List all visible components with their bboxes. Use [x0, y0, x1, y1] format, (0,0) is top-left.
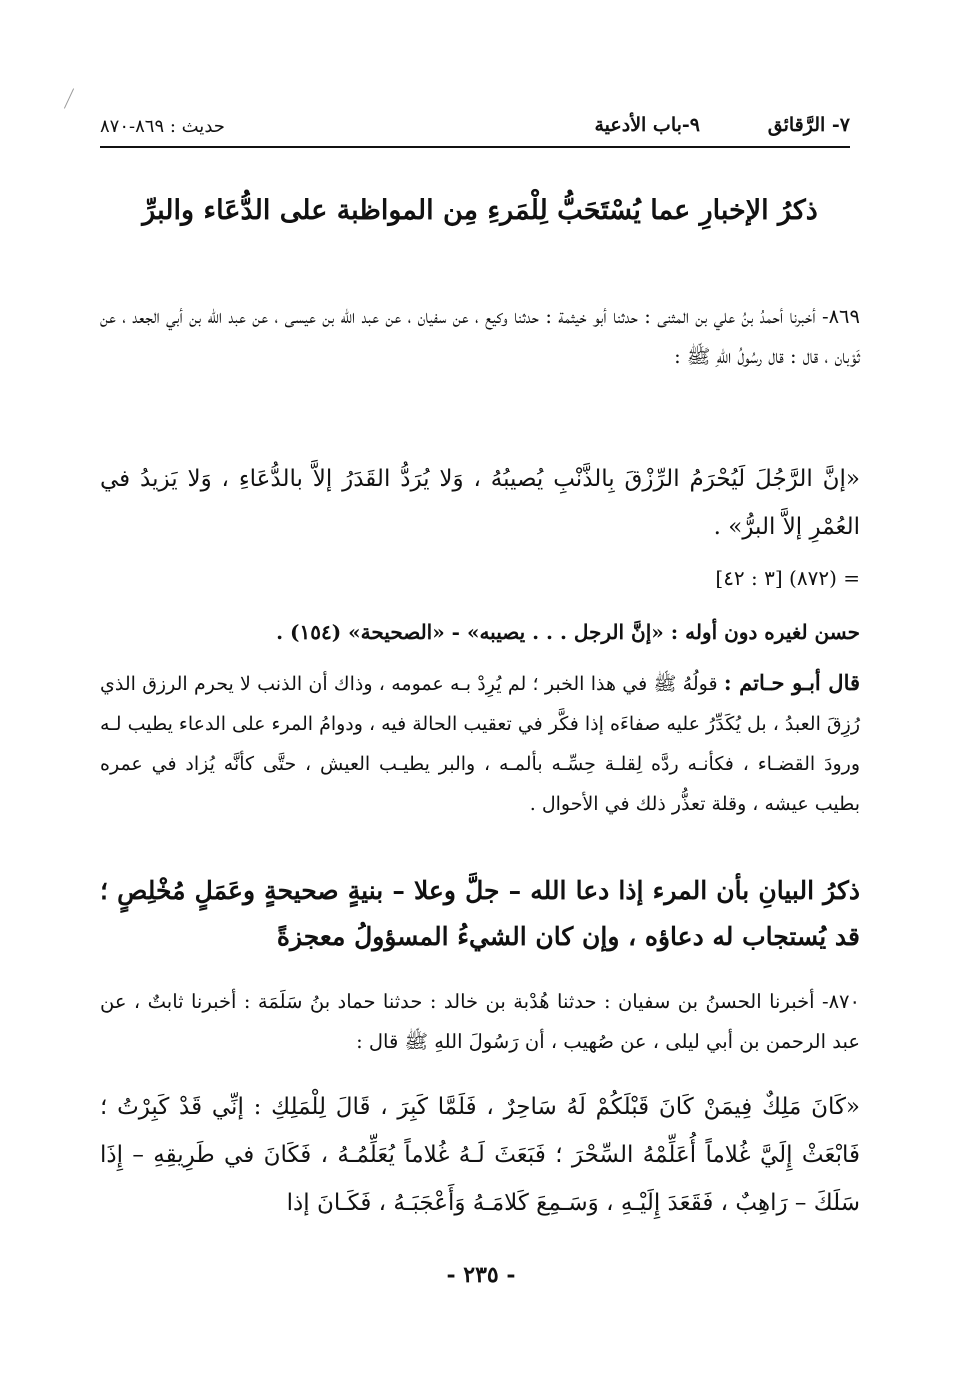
running-header	[100, 110, 850, 146]
hadith-869-matn: «إنَّ الرَّجُلَ لَيُحْرَمُ الرِّزْقَ بِالذَّنْبِ يُصيبُهُ ، وَلا يُرَدُّ القَدَرُ إلاَّ بالدُّعَاءِ ، وَلا يَزيدُ في العُمْرِ إلاَّ البرُّ» .	[100, 466, 860, 540]
hadith-869-isnad: ٨٦٩- أخبرنا أحمدُ بنُ علي بن المثنى : حدثنا أبو خيثمة : حدثنا وكيع ، عن سفيان ، عن عبد الله بن عيسى ، عن عبد الله بن أبي الجعد ، عن ثَوْبان ، قال : قال رسُولُ اللهِ ﷺ :	[100, 305, 860, 368]
abu-hatim-commentary	[100, 663, 860, 824]
hadith-range-label: حديث : ٨٦٩-٨٧٠	[100, 116, 225, 137]
page-number: - ٢٣٥ -	[446, 1262, 516, 1288]
scan-mark	[64, 88, 74, 108]
hadith-869-grade: حسن لغيره دون أوله : «إنَّ الرجل . . . يصيبه» - «الصحيحة» (١٥٤) .	[276, 620, 860, 644]
header-divider	[100, 146, 850, 148]
commentary-text: قولُهُ ﷺ في هذا الخبر ؛ لم يُرِدْ بـه عمومه ، وذاك أن الذنب لا يحرم الرزق الذي رُزِقَ العبدُ ، بل يُكَدِّرُ عليه صفاءَه إذا فكَّر في تعقيب الحالة فيه ، ودوامُ المرء على الدعاء يطيب لـه ورودَ القضـاء ، فكأنـه ردَّه لِقلـة حِسِّـه بألمـه ، والبر يطيـب العيش ، حتَّى كأنَّه يُزاد في عمره بطيب عيشه ، وقلة تعذُّر ذلك في الأحوال .	[100, 673, 860, 815]
commentary-lead: قال أبـو حـاتم :	[723, 670, 861, 695]
hadith-870-isnad: ٨٧٠- أخبرنا الحسنُ بن سفيان : حدثنا هُدْبة بن خالد : حدثنا حماد بنُ سَلَمَة : أخبرنا ثابتٌ ، عن عبد الرحمن بن أبي ليلى ، عن صُهيب ، أن رَسُولَ اللهِ ﷺ قال :	[100, 990, 860, 1053]
hadith-870-matn: «كَانَ مَلِكٌ فِيمَنْ كَانَ قَبْلَكُمْ لَهُ سَاحِرٌ ، فَلَمَّا كَبِرَ ، قَالَ لِلْمَلِكِ : إنِّي قَدْ كَبِرْتُ ؛ فَابْعَثْ إِلَيَّ غُلاماً أُعَلِّمْهُ السِّحْرَ ؛ فَبَعَثَ لَـهُ غُلاماً يُعَلِّمُـهُ ، فَكَانَ في طَرِيقِهِ – إِذَا سَلَكَ – رَاهِبٌ ، فَقَعَدَ إِلَيْـهِ ، وَسَـمِعَ كَلامَـهُ وَأَعْجَبَـهُ ، فَكَـانَ إذا	[100, 1094, 860, 1216]
chapter-title-2: ذكرُ البيانِ بأن المرء إذا دعا الله – جلَّ وعلا – بنيةٍ صحيحةٍ وعَمَلٍ مُخْلِصٍ ؛ قد يُستجاب له دعاؤه ، وإن كان الشيءُ المسؤولُ معجزةً	[100, 876, 860, 951]
chapter-title-1: ذكرُ الإخبارِ عما يُسْتَحَبُّ لِلْمَرءِ مِن المواظبة على الدُّعَاء والبرِّ	[142, 195, 818, 226]
hadith-869-reference: = (٨٧٢) [٣ : ٤٢]	[715, 566, 860, 590]
chapter-label: ٧- الرَّقائق	[767, 114, 850, 136]
section-label: ٩-باب الأدعية	[594, 114, 700, 136]
